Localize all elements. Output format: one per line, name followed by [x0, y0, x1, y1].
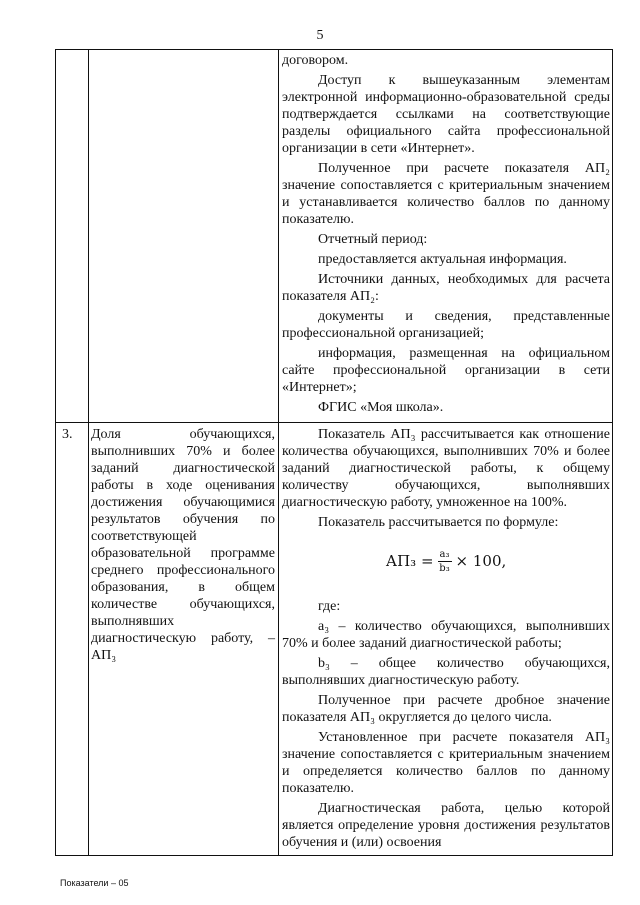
row3-paragraph: Показатель АП₃ рассчитывается как отношение количества обучающихся, выполнивших 70% и более заданий диагностической работы, к общему количеству обучающихся, выполнявших диагностическую работу, умноженное на 100%. — [282, 427, 610, 510]
row2-paragraph: документы и сведения, представленные профессиональной организацией; — [282, 309, 610, 341]
row3-description-cell — [282, 426, 610, 854]
footer: Показатели – 05 — [60, 878, 129, 888]
row3-indicator-name: Доля обучающихся, выполнивших 70% и более заданий диагностической работы в ходе оценивания достижения обучающимися результатов обучения по соответствующей образовательной программе среднего профессионального образования, в общем количестве обучающихся, выполнявших диагностическую работу, – АП₃ — [91, 427, 275, 663]
row3-number: 3. — [62, 427, 73, 442]
formula-numerator: a₃ — [439, 549, 450, 560]
row3-paragraph: Диагностическая работа, целью которой является определение уровня достижения результатов обучения и (или) освоения — [282, 801, 610, 850]
row3-paragraph: Полученное при расчете дробное значение показателя АП₃ округляется до целого числа. — [282, 693, 610, 725]
row3-indicator-name-cell — [91, 426, 275, 667]
column-divider-1 — [88, 50, 89, 855]
row-divider — [56, 422, 612, 423]
row3-paragraph: Показатель рассчитывается по формуле: — [318, 515, 559, 530]
row2-paragraph: договором. — [282, 53, 349, 68]
row2-paragraph: ФГИС «Моя школа». — [318, 400, 444, 415]
column-divider-2 — [278, 50, 279, 855]
row2-paragraph: предоставляется актуальная информация. — [318, 252, 567, 267]
page-number: 5 — [316, 28, 324, 43]
row2-paragraph: информация, размещенная на официальном сайте профессиональной организации в сети «Интернет»; — [282, 346, 610, 395]
row2-paragraph: Источники данных, необходимых для расчета показателя АП₂: — [282, 272, 610, 304]
row3-paragraph: Установленное при расчете показателя АП₃ значение сопоставляется с критериальным значением и определяется количество баллов по данному показателю. — [282, 730, 610, 796]
row2-description-cell — [282, 52, 610, 419]
formula-fraction — [438, 549, 452, 574]
formula-rhs: × 100, — [455, 552, 507, 570]
row2-paragraph: Доступ к вышеуказанным элементам электронной информационно-образовательной среды подтверждается ссылками на соответствующие разделы официального сайта профессиональной организации в сети «Интернет». — [282, 73, 610, 156]
row2-paragraph: Отчетный период: — [318, 232, 428, 247]
row3-paragraph: b₃ – общее количество обучающихся, выполнявших диагностическую работу. — [282, 656, 610, 688]
indicators-table — [55, 49, 613, 856]
row3-paragraph: a₃ – количество обучающихся, выполнивших 70% и более заданий диагностической работы; — [282, 619, 610, 651]
formula-denominator: b₃ — [439, 563, 450, 574]
row2-paragraph: Полученное при расчете показателя АП₂ значение сопоставляется с критериальным значением и устанавливается количество баллов по данному показателю. — [282, 161, 610, 227]
formula — [282, 549, 610, 574]
fraction-bar — [438, 561, 452, 562]
formula-lhs: АП₃ = — [385, 552, 434, 570]
row3-paragraph: где: — [318, 599, 341, 614]
